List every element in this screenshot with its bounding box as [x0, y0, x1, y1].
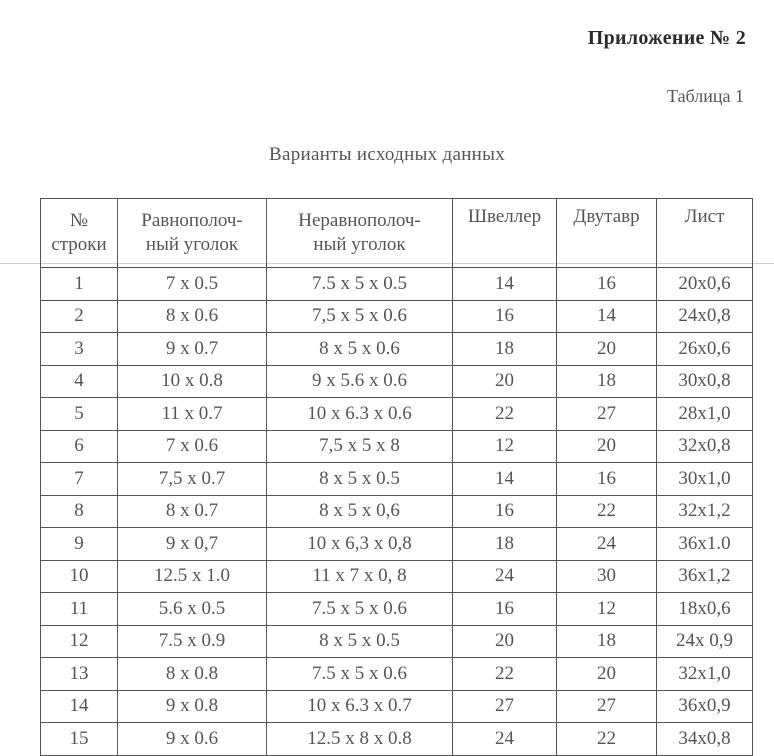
cell-unequal-angle: 7,5 x 5 x 0.6	[267, 300, 453, 333]
cell-i-beam: 12	[557, 593, 657, 626]
table-row	[41, 723, 753, 756]
cell-i-beam: 22	[557, 495, 657, 528]
header-line: №	[69, 210, 89, 231]
cell-equal-angle: 8 x 0.6	[118, 300, 267, 333]
table-row	[41, 625, 753, 658]
cell-channel: 24	[453, 560, 557, 593]
cell-row-number: 15	[41, 723, 118, 756]
cell-unequal-angle: 10 x 6,3 x 0,8	[267, 528, 453, 561]
header-unequal-angle	[267, 199, 453, 268]
cell-unequal-angle: 10 x 6.3 x 0.7	[267, 690, 453, 723]
cell-row-number: 14	[41, 690, 118, 723]
cell-channel: 22	[453, 398, 557, 431]
cell-channel: 20	[453, 625, 557, 658]
cell-i-beam: 14	[557, 300, 657, 333]
header-line: Равнополоч-	[141, 210, 243, 231]
cell-equal-angle: 7.5 x 0.9	[118, 625, 267, 658]
cell-i-beam: 30	[557, 560, 657, 593]
cell-sheet: 20x0,6	[657, 268, 753, 301]
header-line: ный уголок	[145, 234, 239, 255]
table-body	[41, 268, 753, 756]
cell-row-number: 2	[41, 300, 118, 333]
cell-unequal-angle: 8 x 5 x 0.6	[267, 333, 453, 366]
cell-channel: 24	[453, 723, 557, 756]
cell-sheet: 18x0,6	[657, 593, 753, 626]
appendix-title: Приложение № 2	[587, 27, 746, 49]
cell-row-number: 4	[41, 365, 118, 398]
cell-i-beam: 27	[557, 690, 657, 723]
cell-equal-angle: 9 x 0.8	[118, 690, 267, 723]
cell-equal-angle: 10 x 0.8	[118, 365, 267, 398]
cell-channel: 18	[453, 528, 557, 561]
header-equal-angle	[118, 199, 267, 268]
cell-sheet: 28x1,0	[657, 398, 753, 431]
cell-equal-angle: 9 x 0.7	[118, 333, 267, 366]
cell-row-number: 13	[41, 658, 118, 691]
cell-equal-angle: 7 x 0.6	[118, 430, 267, 463]
header-line: Швеллер	[467, 206, 542, 227]
cell-equal-angle: 5.6 x 0.5	[118, 593, 267, 626]
cell-i-beam: 20	[557, 333, 657, 366]
table-caption: Варианты исходных данных	[268, 144, 506, 165]
cell-row-number: 10	[41, 560, 118, 593]
header-channel	[453, 199, 557, 268]
table-row	[41, 658, 753, 691]
header-line: Лист	[684, 206, 725, 227]
cell-sheet: 26x0,6	[657, 333, 753, 366]
table-row	[41, 365, 753, 398]
cell-sheet: 32x1,0	[657, 658, 753, 691]
cell-unequal-angle: 7,5 x 5 x 8	[267, 430, 453, 463]
table-row	[41, 333, 753, 366]
cell-unequal-angle: 7.5 x 5 x 0.6	[267, 593, 453, 626]
cell-sheet: 24x 0,9	[657, 625, 753, 658]
cell-unequal-angle: 7.5 x 5 x 0.5	[267, 268, 453, 301]
cell-row-number: 6	[41, 430, 118, 463]
cell-i-beam: 24	[557, 528, 657, 561]
cell-i-beam: 18	[557, 365, 657, 398]
cell-unequal-angle: 11 x 7 x 0, 8	[267, 560, 453, 593]
cell-equal-angle: 7,5 x 0.7	[118, 463, 267, 496]
header-row-number	[41, 199, 118, 268]
cell-sheet: 30x1,0	[657, 463, 753, 496]
header-i-beam	[557, 199, 657, 268]
cell-channel: 16	[453, 593, 557, 626]
cell-i-beam: 22	[557, 723, 657, 756]
cell-row-number: 9	[41, 528, 118, 561]
table-row	[41, 300, 753, 333]
header-sheet	[657, 199, 753, 268]
cell-unequal-angle: 7.5 x 5 x 0.6	[267, 658, 453, 691]
cell-channel: 27	[453, 690, 557, 723]
header-row	[41, 199, 753, 268]
cell-i-beam: 18	[557, 625, 657, 658]
table-row	[41, 690, 753, 723]
cell-unequal-angle: 9 x 5.6 x 0.6	[267, 365, 453, 398]
table-row	[41, 268, 753, 301]
cell-channel: 22	[453, 658, 557, 691]
table-row	[41, 495, 753, 528]
cell-i-beam: 27	[557, 398, 657, 431]
cell-row-number: 1	[41, 268, 118, 301]
cell-unequal-angle: 10 x 6.3 x 0.6	[267, 398, 453, 431]
cell-channel: 16	[453, 495, 557, 528]
cell-row-number: 11	[41, 593, 118, 626]
table-number: Таблица 1	[667, 86, 744, 106]
cell-unequal-angle: 8 x 5 x 0.5	[267, 463, 453, 496]
cell-row-number: 7	[41, 463, 118, 496]
header-line: ный уголок	[313, 234, 406, 255]
cell-sheet: 36x0,9	[657, 690, 753, 723]
cell-channel: 18	[453, 333, 557, 366]
cell-equal-angle: 8 x 0.7	[118, 495, 267, 528]
table-row	[41, 398, 753, 431]
cell-unequal-angle: 8 x 5 x 0,6	[267, 495, 453, 528]
cell-equal-angle: 8 x 0.8	[118, 658, 267, 691]
cell-equal-angle: 11 x 0.7	[118, 398, 267, 431]
header-line: строки	[51, 234, 107, 255]
cell-equal-angle: 7 x 0.5	[118, 268, 267, 301]
cell-row-number: 5	[41, 398, 118, 431]
cell-sheet: 36x1,2	[657, 560, 753, 593]
header-line: Двутавр	[573, 206, 640, 227]
cell-row-number: 12	[41, 625, 118, 658]
cell-equal-angle: 9 x 0.6	[118, 723, 267, 756]
cell-i-beam: 16	[557, 463, 657, 496]
table-row	[41, 430, 753, 463]
cell-i-beam: 20	[557, 430, 657, 463]
cell-i-beam: 16	[557, 268, 657, 301]
cell-sheet: 24x0,8	[657, 300, 753, 333]
cell-sheet: 32x0,8	[657, 430, 753, 463]
table-row	[41, 560, 753, 593]
data-table	[40, 198, 753, 756]
cell-channel: 14	[453, 268, 557, 301]
cell-channel: 14	[453, 463, 557, 496]
cell-channel: 16	[453, 300, 557, 333]
cell-sheet: 30x0,8	[657, 365, 753, 398]
table-row	[41, 463, 753, 496]
header-line: Неравнополоч-	[298, 210, 421, 231]
cell-sheet: 36x1.0	[657, 528, 753, 561]
cell-equal-angle: 9 x 0,7	[118, 528, 267, 561]
table-row	[41, 593, 753, 626]
table-row	[41, 528, 753, 561]
cell-channel: 12	[453, 430, 557, 463]
cell-unequal-angle: 8 x 5 x 0.5	[267, 625, 453, 658]
cell-sheet: 34x0,8	[657, 723, 753, 756]
cell-unequal-angle: 12.5 x 8 x 0.8	[267, 723, 453, 756]
cell-channel: 20	[453, 365, 557, 398]
cell-equal-angle: 12.5 x 1.0	[118, 560, 267, 593]
cell-row-number: 8	[41, 495, 118, 528]
cell-sheet: 32x1,2	[657, 495, 753, 528]
cell-i-beam: 20	[557, 658, 657, 691]
cell-row-number: 3	[41, 333, 118, 366]
